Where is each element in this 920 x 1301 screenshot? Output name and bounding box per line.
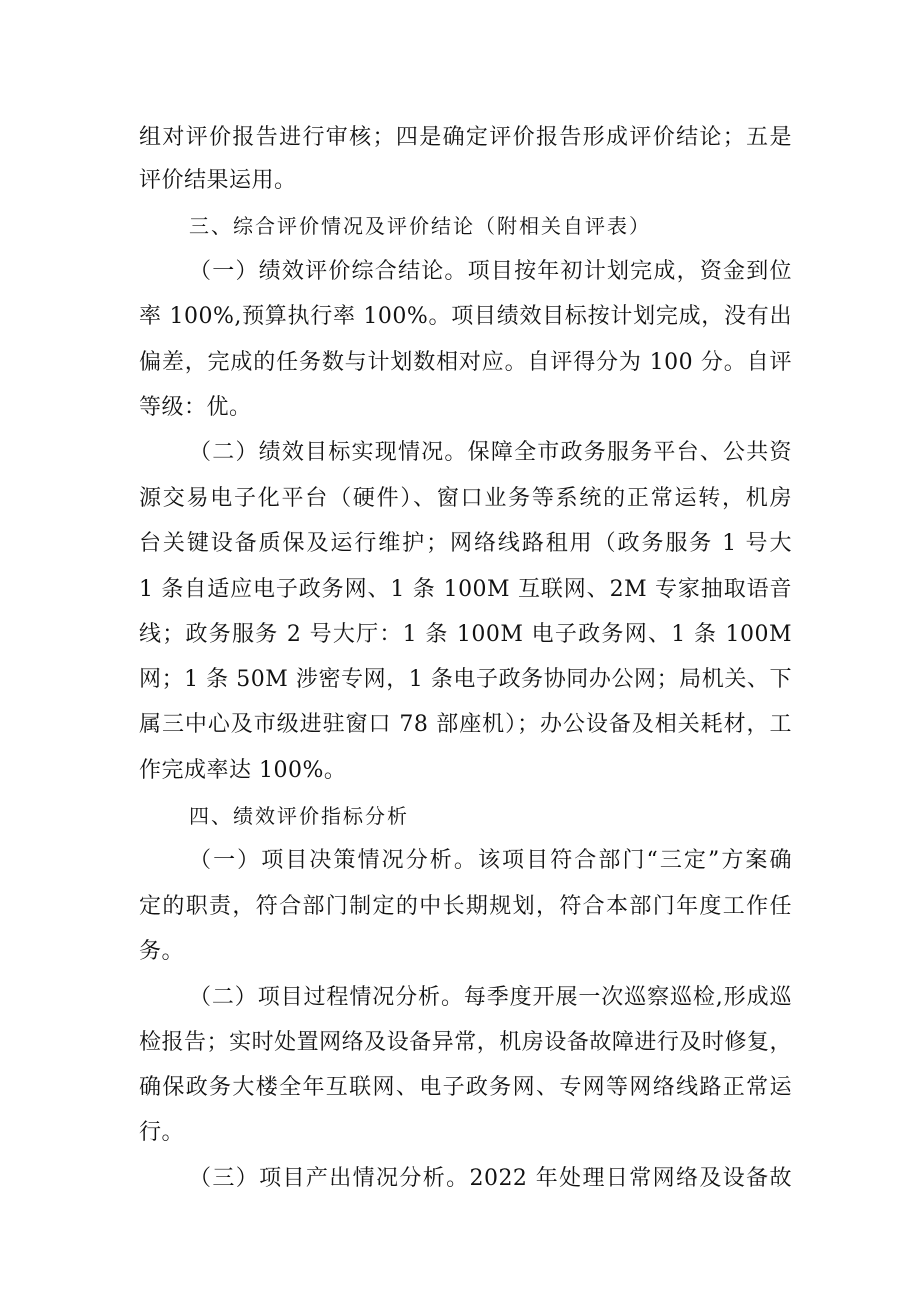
paragraph-line: 线；政务服务 2 号大厅：1 条 100M 电子政务网、1 条 100M [139, 622, 792, 647]
section-heading: 四、绩效评价指标分析 [189, 804, 409, 828]
paragraph-line: 检报告；实时处置网络及设备异常，机房设备故障进行及时修复， [139, 1030, 792, 1055]
paragraph-line: （一）绩效评价综合结论。项目按年初计划完成，资金到位 [189, 259, 792, 284]
paragraph-line: 1 条自适应电子政务网、1 条 100M 互联网、2M 专家抽取语音 [139, 577, 792, 602]
paragraph-line: 源交易电子化平台（硬件）、窗口业务等系统的正常运转，机房 [139, 486, 792, 511]
paragraph-line: 评价结果运用。 [139, 168, 297, 193]
paragraph-line: 作完成率达 100%。 [139, 758, 347, 783]
paragraph-line: 定的职责，符合部门制定的中长期规划，符合本部门年度工作任 [139, 894, 792, 919]
paragraph-line: （二）项目过程情况分析。每季度开展一次巡察巡检,形成巡 [189, 985, 792, 1010]
paragraph-line: 网；1 条 50M 涉密专网，1 条电子政务协同办公网；局机关、下 [139, 667, 792, 692]
paragraph-line: 确保政务大楼全年互联网、电子政务网、专网等网络线路正常运 [139, 1075, 792, 1100]
paragraph-line: 组对评价报告进行审核；四是确定评价报告形成评价结论；五是 [139, 125, 792, 150]
section-heading: 三、综合评价情况及评价结论（附相关自评表） [189, 214, 651, 238]
paragraph-line: 台关键设备质保及运行维护；网络线路租用（政务服务 1 号大 [139, 531, 792, 556]
paragraph-line: 务。 [139, 939, 185, 964]
paragraph-line: 属三中心及市级进驻窗口 78 部座机）；办公设备及相关耗材，工 [139, 712, 792, 737]
paragraph-line: （二）绩效目标实现情况。保障全市政务服务平台、公共资 [189, 440, 792, 465]
paragraph-line: 行。 [139, 1120, 185, 1145]
paragraph-line: 偏差，完成的任务数与计划数相对应。自评得分为 100 分。自评 [139, 350, 792, 375]
paragraph-line: （三）项目产出情况分析。2022 年处理日常网络及设备故 [189, 1166, 792, 1191]
paragraph-line: （一）项目决策情况分析。该项目符合部门“三定”方案确 [189, 848, 792, 873]
paragraph-line: 率 100%,预算执行率 100%。项目绩效目标按计划完成，没有出 [139, 304, 792, 329]
paragraph-line: 等级：优。 [139, 395, 252, 420]
